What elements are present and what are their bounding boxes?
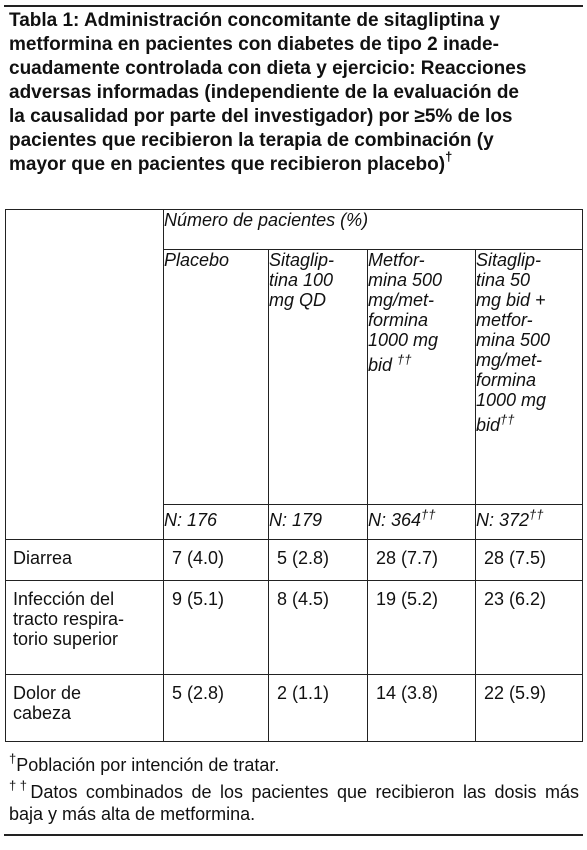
row-label-line: Infección del	[13, 589, 115, 609]
row-label-line: Dolor de	[13, 683, 82, 703]
header-line: mina 500	[368, 270, 443, 290]
table-row-diarrea	[6, 540, 583, 581]
table-title	[9, 9, 581, 177]
footnote-text: Datos combinados de los pacientes que recibieron las dosis más baja y más alta de metformina.	[9, 782, 579, 824]
group-header-row	[6, 210, 583, 250]
table-cell: 7 (4.0)	[164, 540, 269, 581]
header-line: mg/met-	[476, 350, 543, 370]
table-cell: 23 (6.2)	[476, 581, 583, 675]
double-dagger-mark: ††	[397, 352, 412, 367]
title-line: Tabla 1: Administración concomitante de sitagliptina y	[9, 10, 500, 31]
n-value: N: 364	[368, 510, 422, 530]
header-line	[368, 350, 475, 375]
n-mark: ††	[529, 507, 544, 522]
header-line: mina 500	[476, 330, 551, 350]
dagger-mark: †	[9, 751, 17, 766]
header-line: tina 50	[476, 270, 531, 290]
n-cell	[476, 505, 583, 540]
n-mark: ††	[421, 507, 436, 522]
double-dagger-mark: ††	[9, 778, 31, 793]
title-line: mayor que en pacientes que recibieron placebo)	[9, 154, 446, 175]
header-line: Placebo	[164, 250, 230, 270]
header-line	[476, 410, 582, 435]
n-value: N: 179	[269, 510, 323, 530]
top-rule	[4, 5, 583, 7]
title-line: la causalidad por parte del investigador) por ≥5% de los	[9, 106, 513, 127]
title-line: cuadamente controlada con dieta y ejercicio: Reacciones	[9, 58, 527, 79]
row-label-line: Diarrea	[13, 548, 73, 568]
table-row-dolor	[6, 675, 583, 742]
column-header-metformina	[368, 250, 476, 505]
header-line: formina	[368, 310, 429, 330]
footnote-text: Población por intención de tratar.	[16, 755, 280, 775]
header-line: metfor-	[476, 310, 533, 330]
dagger-mark: †	[445, 148, 453, 164]
header-line: tina 100	[269, 270, 334, 290]
title-line: pacientes que recibieron la terapia de combinación (y	[9, 130, 494, 151]
header-line: formina	[476, 370, 537, 390]
n-cell	[269, 505, 368, 540]
table-cell: 28 (7.7)	[368, 540, 476, 581]
row-label	[6, 540, 164, 581]
title-line: adversas informadas (independiente de la evaluación de	[9, 82, 520, 103]
footnote	[9, 776, 579, 825]
table-cell: 2 (1.1)	[269, 675, 368, 742]
n-value: N: 176	[164, 510, 218, 530]
n-value: N: 372	[476, 510, 530, 530]
row-label	[6, 675, 164, 742]
table-cell: 14 (3.8)	[368, 675, 476, 742]
row-label-line: cabeza	[13, 703, 72, 723]
column-header-combination	[476, 250, 583, 505]
header-line: Sitaglip-	[269, 250, 335, 270]
double-dagger-mark: ††	[500, 412, 515, 427]
table-row-infeccion	[6, 581, 583, 675]
header-line: Metfor-	[368, 250, 425, 270]
table-cell: 28 (7.5)	[476, 540, 583, 581]
header-line: mg QD	[269, 290, 327, 310]
row-label-line: tracto respira-	[13, 609, 125, 629]
adverse-reactions-table	[5, 209, 583, 742]
header-text: bid	[368, 355, 393, 375]
column-header-sitagliptina	[269, 250, 368, 505]
header-line: mg bid +	[476, 290, 546, 310]
title-line: metformina en pacientes con diabetes de tipo 2 inade-	[9, 34, 499, 55]
table-cell: 9 (5.1)	[164, 581, 269, 675]
empty-corner-cell	[6, 210, 164, 540]
row-label-line: torio superior	[13, 629, 119, 649]
header-line: 1000 mg	[368, 330, 439, 350]
table-cell: 5 (2.8)	[164, 675, 269, 742]
footnotes	[9, 749, 579, 825]
header-line: 1000 mg	[476, 390, 547, 410]
table-cell: 5 (2.8)	[269, 540, 368, 581]
n-cell	[164, 505, 269, 540]
header-line: mg/met-	[368, 290, 435, 310]
header-line: Sitaglip-	[476, 250, 542, 270]
row-label	[6, 581, 164, 675]
group-header: Número de pacientes (%)	[164, 210, 583, 250]
table-cell: 19 (5.2)	[368, 581, 476, 675]
table-cell: 8 (4.5)	[269, 581, 368, 675]
footnote	[9, 749, 579, 776]
n-cell	[368, 505, 476, 540]
table-cell: 22 (5.9)	[476, 675, 583, 742]
column-header-placebo	[164, 250, 269, 505]
header-text: bid	[476, 415, 501, 435]
bottom-rule	[4, 834, 583, 836]
